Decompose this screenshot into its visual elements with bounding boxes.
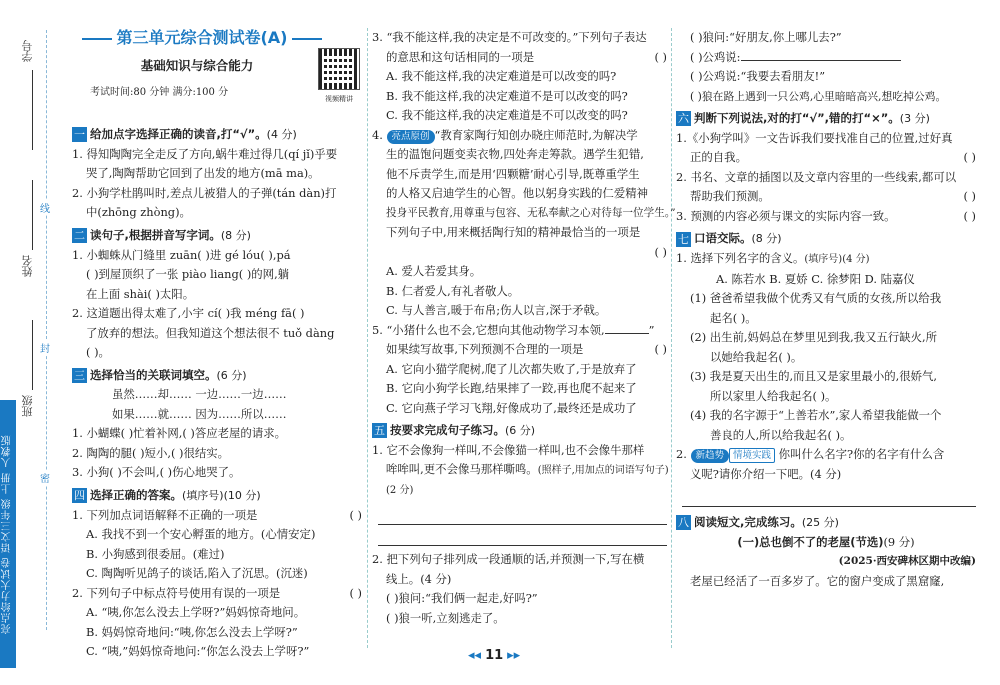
question-line: [676, 465, 976, 485]
question-text: “教育家陶行知创办晓庄师范时,为解决学: [434, 127, 638, 142]
question-line: ( )。: [86, 345, 110, 359]
answer-paren[interactable]: ( ): [349, 507, 362, 522]
question-text: 哞哞叫,更不会像马那样嘶鸣。: [386, 462, 538, 477]
section-points: (6 分): [505, 424, 536, 437]
section-number: 一: [74, 128, 85, 142]
question-line: (2) 出生前,妈妈总在梦里见到我,我又五行缺火,所: [690, 330, 938, 344]
section-title: 给加点字选择正确的读音,打“√”。: [90, 127, 267, 141]
option: A. “咦,你怎么没去上学呀?”妈妈惊奇地问。: [86, 605, 306, 619]
question-points: (填序号)(4 分): [804, 254, 870, 265]
answer-paren[interactable]: ( ): [654, 49, 667, 64]
question-points: (4 分): [810, 466, 842, 481]
question-line: 了放弃的想法。但我知道这个想法很不 tuǒ dàng: [86, 325, 335, 340]
reading-points: (9 分): [883, 534, 915, 549]
question-line: 的人格又启迪学生的心智。他以躬身实践的仁爱精神: [386, 186, 648, 200]
column-divider: [671, 28, 672, 648]
option: C. 陶陶听见鸽子的谈话,陷入了沉思。(沉迷): [86, 566, 308, 580]
reading-text: 老屋已经活了一百多岁了。它的窗户变成了黑窟窿,: [690, 573, 945, 588]
answer-line[interactable]: [378, 504, 667, 525]
question-line: [676, 249, 976, 270]
option: B. 我不能这样,我的决定难道不是可以改变的吗?: [386, 88, 628, 103]
cut-line: [46, 30, 47, 630]
qr-caption: 视频精讲: [325, 95, 353, 103]
column-divider: [367, 28, 368, 648]
section-5-header: [372, 421, 667, 441]
question-line: (3) 我是夏天出生的,而且又是家里最小的,很娇气,: [690, 369, 938, 383]
question-line: 下列句子中,用来概括陶行知的精神最恰当的一项是: [386, 225, 641, 239]
question-line: (4) 我的名字源于“上善若水”,家人希望我能做一个: [690, 408, 942, 422]
question-note: (照样子,用加点的词语写句子): [537, 465, 669, 477]
question-line: [676, 207, 976, 227]
section-number: 五: [374, 424, 385, 438]
reading-source: (2025·西安碑林区期中改编): [838, 555, 976, 568]
question-points: (2 分): [386, 484, 414, 496]
section-points: (8 分): [751, 232, 782, 246]
question-text: 2. 下列句子中标点符号使用有误的一项是: [72, 585, 281, 600]
title-deco: [82, 38, 112, 40]
section-number: 四: [74, 489, 85, 502]
section-number: 六: [678, 112, 689, 126]
question-text: 3. 预测的内容必须与课文的实际内容一致。: [676, 208, 896, 223]
option: C. 我不能这样,我的决定难道是不可以改变的吗?: [386, 108, 628, 122]
section-number: 二: [74, 229, 85, 242]
option: C. “咦,”妈妈惊奇地问:“你怎么没去上学呀?”: [86, 644, 310, 658]
answer-paren[interactable]: ( ): [963, 208, 976, 223]
section-points: (6 分): [216, 368, 247, 382]
blank[interactable]: [605, 333, 649, 334]
question-line: 1. 小蝴蝶( )忙着补网,( )答应老屋的请求。: [72, 426, 286, 441]
option: A. 我不能这样,我的决定难道是可以改变的吗?: [386, 69, 617, 83]
cut-mark-xian: 线: [40, 200, 50, 215]
question-text: 你叫什么名字?你的名字有什么含: [778, 447, 945, 461]
page-number-text: 11: [485, 648, 504, 663]
name-line: [32, 180, 34, 250]
option: C. 与人善言,暖于布帛;伤人以言,深于矛戟。: [386, 303, 607, 317]
sentence-item: ( )狼问:“我们俩一起走,好吗?”: [386, 591, 538, 606]
option: B. 仁者爱人,有礼者敬人。: [386, 283, 520, 298]
answer-paren[interactable]: ( ): [654, 342, 667, 356]
section-number: 八: [678, 516, 689, 530]
section-points: (25 分): [801, 516, 839, 529]
question-line: 3. “我不能这样,我的决定是不可改变的。”下列句子表达: [372, 30, 647, 44]
answer-row: [372, 243, 667, 263]
question-line: [372, 460, 667, 481]
question-line: 善良的人,所以给我起名( )。: [710, 427, 852, 442]
sentence-item: ( )狼问:“好朋友,你上哪儿去?”: [690, 30, 842, 44]
answer-line[interactable]: [378, 525, 667, 546]
question-line: ( )到屋顶织了一张 piào liang( )的网,躺: [86, 267, 290, 281]
question-line: 1. 小蜘蛛从门缝里 zuān( )进 gé lóu( ),pá: [72, 247, 291, 262]
blank[interactable]: [741, 60, 901, 61]
option: C. 它向燕子学习飞翔,好像成功了,最终还是成功了: [386, 400, 637, 415]
class-line: [32, 320, 34, 390]
book-title-bar: 亮点给力大试卷 语文三年级 上册 人教版: [0, 400, 16, 668]
question-line: 2. 这道题出得太难了,小宇 cí( )我 méng fā( ): [72, 306, 305, 320]
name-label: 姓名: [21, 255, 34, 277]
question-line: (1) 爸爸希望我做个优秀又有气质的女孩,所以给我: [690, 291, 942, 305]
sentence-item: ( )狼一听,立刻逃走了。: [386, 610, 505, 625]
answer-paren[interactable]: ( ): [349, 585, 362, 600]
section-title: 读句子,根据拼音写字词。: [90, 227, 221, 242]
question-line: 生的温饱问题变卖衣物,四处奔走筹款。遇学生犯错,: [386, 147, 644, 161]
cut-mark-feng: 封: [40, 340, 50, 355]
answer-paren[interactable]: ( ): [963, 189, 976, 204]
section-6-header: [676, 109, 976, 129]
option: B. 小狗感到很委屈。(难过): [86, 546, 225, 561]
reading-subtitle: [676, 533, 976, 553]
question-line: 哭了,陶陶帮助它回到了出发的地方(mā ma)。: [86, 166, 320, 181]
question-text: 5. “小猪什么也不会,它想向其他动物学习本领,: [372, 322, 605, 337]
question-points: (4 分): [420, 571, 452, 586]
section-title: 口语交际。: [694, 231, 752, 246]
question-line: [676, 187, 976, 207]
practice-tag: 情境实践: [729, 448, 775, 463]
option: A. 我找不到一个安心孵蛋的地方。(心情安定): [86, 527, 316, 541]
exam-title: [42, 28, 362, 48]
section-4-header: [72, 486, 362, 506]
column-3: [676, 28, 976, 591]
question-line: 4. 亮点原创 “教育家陶行知创办晓庄师范时,为解决学: [372, 127, 638, 142]
section-points: (4 分): [266, 128, 297, 141]
section-title: 按要求完成句子练习。: [390, 423, 505, 437]
section-points: (3 分): [899, 112, 930, 125]
header-block: [72, 28, 362, 122]
section-1-header: [72, 125, 362, 145]
question-line: [72, 506, 362, 526]
section-2-header: [72, 226, 362, 246]
section-title: 判断下列说法,对的打“√”,错的打“×”。: [694, 111, 900, 125]
page-number: ◂◂ 11 ▸▸: [468, 648, 521, 663]
cut-mark-mi: 密: [40, 470, 50, 485]
qr-code[interactable]: [318, 48, 360, 90]
answer-paren[interactable]: ( ): [963, 150, 976, 165]
section-number: 三: [74, 368, 85, 382]
question-line: 2. 小狗学杜鹃叫时,差点儿被猎人的子弹(tán dàn)打: [72, 185, 337, 200]
question-line: 2. 新趋势 情境实践 你叫什么名字?你的名字有什么含: [676, 447, 945, 461]
question-line: [676, 148, 976, 168]
question-line: 2. 书名、文章的插图以及文章内容里的一些线索,都可以: [676, 169, 957, 184]
exam-subtitle: 基础知识与综合能力: [140, 57, 254, 73]
word-bank: 虽然……却…… 一边……一边……: [112, 387, 287, 402]
sentence-text: ( )公鸡说:: [690, 49, 741, 64]
column-2: [372, 28, 676, 628]
question-line: [372, 570, 667, 590]
sentence-item: [676, 48, 976, 68]
original-tag: 亮点原创: [387, 130, 435, 144]
question-text: 的意思和这句话相同的一项是: [386, 49, 535, 64]
question-line: 2. 陶陶的腿( )短小,( )很结实。: [72, 445, 230, 460]
question-line: 1. 它不会像狗一样叫,不会像猫一样叫,也不会像牛那样: [372, 442, 645, 457]
reading-title: (一)总也倒不了的老屋(节选): [737, 534, 884, 549]
section-points: (8 分): [220, 228, 251, 242]
question-line: 投身平民教育,用尊重与包容、无私奉献之心对待每一位学生。”: [386, 206, 676, 219]
exam-title-text: 第三单元综合测试卷(A): [116, 28, 288, 47]
question-line: 3. 小狗( )不会叫,( )伤心地哭了。: [72, 465, 241, 480]
option: B. 它向小狗学长跑,结果摔了一跤,再也爬不起来了: [386, 381, 637, 395]
question-line: 以她给我起名( )。: [710, 349, 803, 364]
question-text: 线上。: [386, 571, 421, 586]
question-text: 1. 选择下列名字的含义。: [676, 251, 805, 265]
question-text: 1. 下列加点词语解释不正确的一项是: [72, 507, 258, 522]
answer-line[interactable]: [682, 486, 976, 507]
question-line: 5. “小猪什么也不会,它想向其他动物学习本领, ”: [372, 322, 655, 337]
question-line: [372, 48, 667, 68]
exam-meta: 考试时间:80 分钟 满分:100 分: [90, 87, 229, 98]
binding-strip: [0, 0, 56, 685]
section-3-header: [72, 366, 362, 386]
section-title: 阅读短文,完成练习。: [694, 515, 802, 529]
student-id-label: 学号: [21, 40, 34, 62]
column-1: [72, 28, 362, 662]
question-text: 义呢?请你介绍一下吧。: [690, 466, 811, 481]
question-line: [72, 584, 362, 604]
sentence-item: ( )狼在路上遇到一只公鸡,心里暗暗高兴,想吃掉公鸡。: [690, 89, 947, 103]
student-id-line: [32, 70, 34, 150]
question-line: 他不斥责学生,而是用‘四颗糖’耐心引导,既尊重学生: [386, 166, 640, 181]
word-bank: 如果……就…… 因为……所以……: [112, 406, 287, 421]
option: B. 妈妈惊奇地问:“咦,你怎么没去上学呀?”: [86, 624, 298, 639]
section-title: 选择恰当的关联词填空。: [90, 367, 217, 382]
question-text: 帮助我们预测。: [690, 189, 770, 204]
question-line: 起名( )。: [710, 310, 757, 325]
question-line: 1.《小狗学叫》一文告诉我们要找准自己的位置,过好真: [676, 130, 953, 145]
section-8-header: [676, 513, 976, 533]
answer-paren[interactable]: ( ): [654, 244, 667, 259]
trend-tag: 新趋势: [691, 449, 730, 463]
question-line: 中(zhōng zhòng)。: [86, 205, 191, 220]
question-line: 2. 把下列句子排列成一段通顺的话,并预测一下,写在横: [372, 552, 645, 567]
section-number: 七: [678, 232, 689, 246]
section-title: 选择正确的答案。: [90, 487, 182, 502]
name-options: A. 陈若水 B. 夏娇 C. 徐梦阳 D. 陆嘉仪: [716, 271, 915, 286]
option: A. 它向小猫学爬树,爬了儿次都失败了,于是放弃了: [386, 361, 637, 376]
section-7-header: [676, 229, 976, 249]
title-deco: [292, 38, 322, 40]
question-line: [372, 340, 667, 360]
question-line: 所以家里人给我起名( )。: [710, 388, 837, 403]
question-text: 如果续写故事,下列预测不合理的一项是: [386, 342, 584, 356]
question-line: 在上面 shài( )太阳。: [86, 286, 195, 301]
section-points: (填序号)(10 分): [182, 488, 261, 502]
question-text: 正的自我。: [690, 150, 747, 165]
sentence-item: ( )公鸡说:“我要去看朋友!”: [690, 69, 826, 83]
question-line: 1. 得知陶陶完全走反了方向,蜗牛难过得几(qí jǐ)乎要: [72, 146, 338, 161]
option: A. 爱人若爱其身。: [386, 264, 482, 278]
class-label: 班级: [21, 395, 34, 417]
